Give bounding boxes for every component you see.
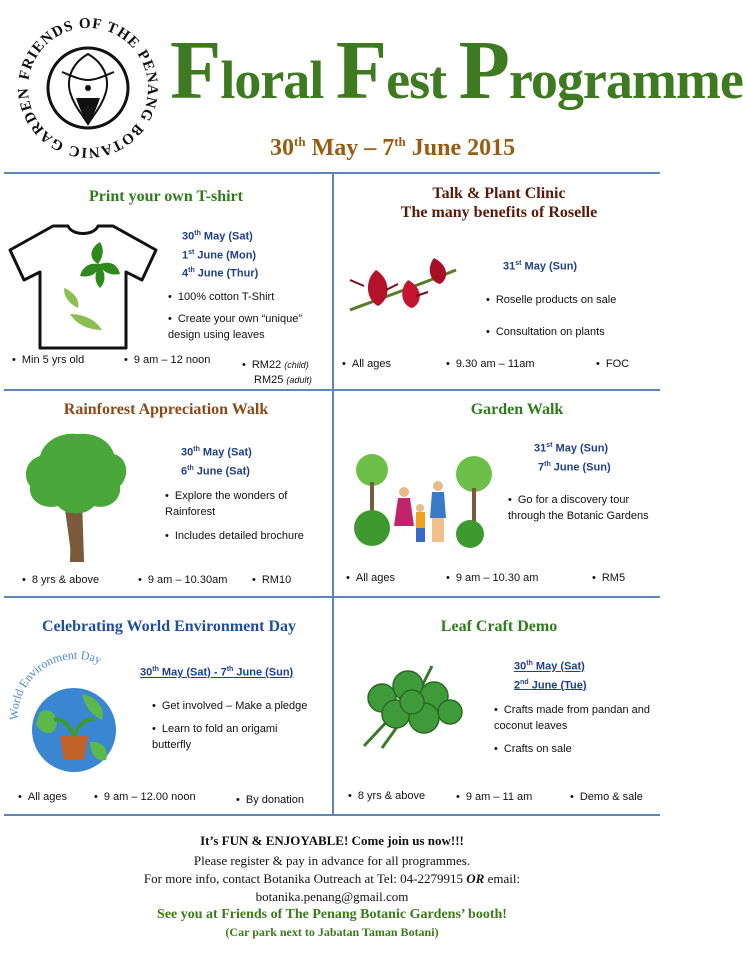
leafcraft-dates: 30th May (Sat) 2nd June (Tue) [514, 660, 587, 692]
environment-age: • All ages [18, 791, 67, 803]
talk-heading: Talk & Plant Clinic The many benefits of Roselle [400, 185, 598, 221]
garden-age: • All ages [346, 572, 395, 584]
festival-dates: 30th May – 7th June 2015 [270, 134, 516, 161]
list-item: • Roselle products on sale [486, 292, 656, 308]
garden-time: • 9 am – 10.30 am [446, 572, 538, 584]
talk-age: • All ages [342, 358, 391, 370]
logo-ring-text: FRIENDS OF THE PENANG BOTANIC GARDEN [15, 15, 161, 161]
environment-heading: Celebrating World Environment Day [41, 618, 297, 635]
garden-heading: Garden Walk [470, 401, 564, 418]
leafcraft-heading: Leaf Craft Demo [440, 618, 558, 635]
footer-email[interactable]: botanika.penang@gmail.com [255, 889, 409, 904]
tshirt-price-adult: RM25 (adult) [254, 374, 312, 386]
environment-logo [10, 650, 138, 780]
roselle-image [346, 250, 466, 320]
divider [332, 172, 334, 816]
tree-image [22, 430, 132, 565]
environment-time: • 9 am – 12.00 noon [94, 791, 196, 803]
leafcraft-time: • 9 am – 11 am [456, 791, 532, 803]
footer-register: Please register & pay in advance for all programmes. [193, 853, 471, 868]
family-walk-image [350, 452, 500, 552]
environment-logo-text: rld Environment Day [10, 650, 104, 705]
footer-callout: It’s FUN & ENJOYABLE! Come join us now!!! [200, 833, 464, 848]
footer-booth: See you at Friends of The Penang Botanic Gardens’ booth! [157, 907, 507, 922]
tshirt-time: • 9 am – 12 noon [124, 354, 210, 366]
fpbg-logo [14, 14, 162, 162]
list-item: • Learn to fold an origami butterfly [152, 721, 312, 753]
list-item: • 100% cotton T-Shirt [168, 289, 328, 305]
talk-date: 31st May (Sun) [503, 260, 578, 273]
environment-date: 30th May (Sat) - 7th June (Sun) [140, 666, 294, 679]
tshirt-price-child: • RM22 (child) [242, 359, 309, 371]
list-item: • Crafts made from pandan and coconut leaves [494, 702, 659, 734]
rainforest-price: • RM10 [252, 574, 291, 586]
garden-dates: 31st May (Sun) 7th June (Sun) [534, 442, 611, 474]
footer-contact: For more info, contact Botanika Outreach at Tel: 04-2279915 OR email: [143, 871, 521, 886]
list-item: • Crafts on sale [494, 741, 654, 757]
list-item: • Includes detailed brochure [165, 528, 330, 544]
leafcraft-age: • 8 yrs & above [348, 790, 425, 802]
tshirt-heading: Print your own T-shirt [89, 188, 243, 205]
talk-time: • 9.30 am – 11am [446, 358, 535, 370]
tshirt-image [8, 222, 158, 352]
list-item: • Explore the wonders of Rainforest [165, 488, 325, 520]
list-item: • Create your own “unique” design using leaves [168, 311, 323, 343]
page-title: Floral Fest Programme [170, 24, 743, 117]
talk-price: • FOC [596, 358, 629, 370]
garden-price: • RM5 [592, 572, 625, 584]
environment-price: • By donation [236, 794, 304, 806]
tshirt-dates: 30th May (Sat) 1st June (Mon) 4th June (Thur) [182, 230, 259, 280]
leaf-roses-image [352, 656, 478, 748]
list-item: • Consultation on plants [486, 324, 656, 340]
footer-location: (Car park next to Jabatan Taman Botani) [225, 925, 439, 939]
list-item: • Go for a discovery tour through the Botanic Gardens [508, 492, 658, 524]
rainforest-time: • 9 am – 10.30am [138, 574, 227, 586]
tshirt-age: • Min 5 yrs old [12, 354, 84, 366]
rainforest-heading: Rainforest Appreciation Walk [63, 401, 269, 418]
list-item: • Get involved – Make a pledge [152, 698, 332, 714]
leafcraft-price: • Demo & sale [570, 791, 643, 803]
rainforest-dates: 30th May (Sat) 6th June (Sat) [181, 446, 252, 478]
rainforest-age: • 8 yrs & above [22, 574, 99, 586]
